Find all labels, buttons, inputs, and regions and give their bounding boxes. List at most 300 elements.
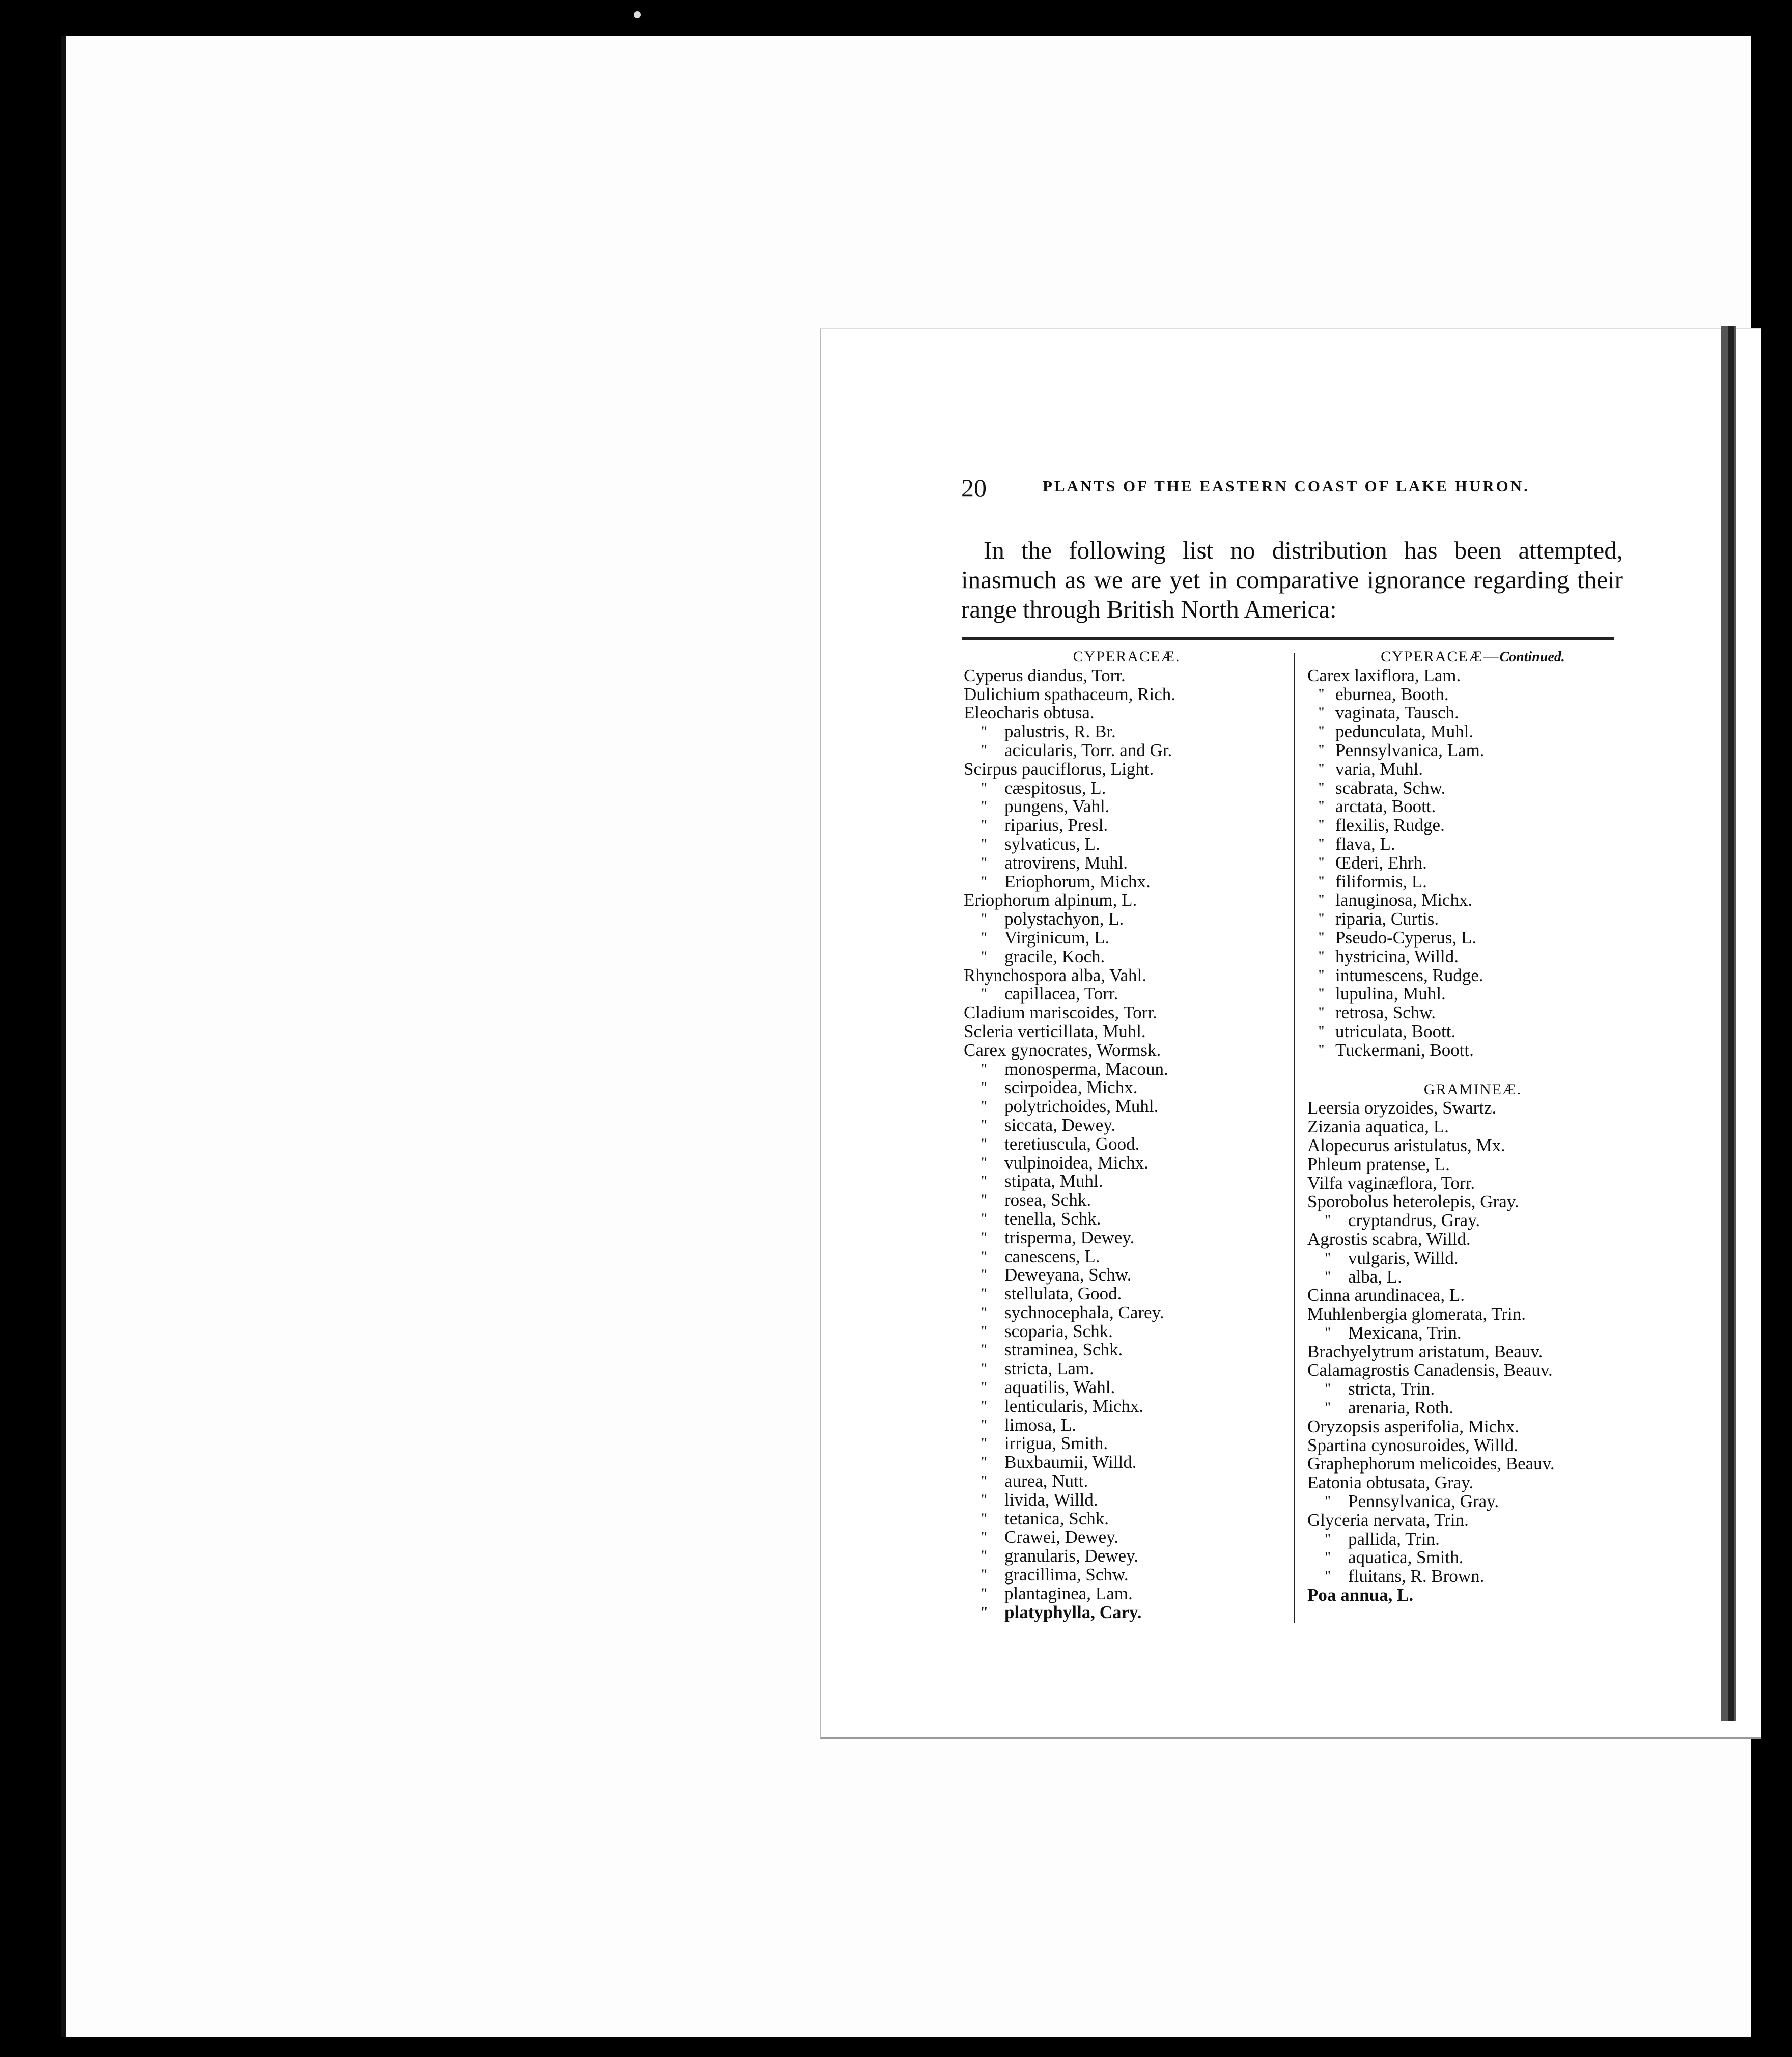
list-item bbox=[964, 1322, 1290, 1341]
list-item bbox=[1307, 741, 1638, 760]
spacer bbox=[1040, 685, 1045, 704]
species-and-authority: pungens, Vahl. bbox=[1004, 796, 1110, 817]
genus-name: Sporobolus bbox=[1307, 1191, 1389, 1212]
species-and-authority: lanuginosa, Michx. bbox=[1335, 890, 1473, 910]
species-and-authority: straminea, Schk. bbox=[1004, 1340, 1123, 1360]
list-item bbox=[1307, 1041, 1638, 1060]
ditto-mark: " bbox=[981, 1285, 988, 1302]
list-item bbox=[1307, 1511, 1638, 1530]
species-and-authority: nervata, Trin. bbox=[1373, 1510, 1469, 1530]
list-item bbox=[964, 1004, 1290, 1022]
spacer bbox=[1017, 760, 1022, 779]
genus-name: Eriophorum bbox=[964, 890, 1050, 910]
species-and-authority: monosperma, Macoun. bbox=[1004, 1059, 1168, 1079]
spacer bbox=[1350, 666, 1355, 685]
ditto-mark: " bbox=[1318, 779, 1325, 796]
species-and-authority: Pennsylvanica, Lam. bbox=[1335, 740, 1485, 760]
ditto-mark: " bbox=[1318, 910, 1325, 928]
ditto-mark: " bbox=[981, 1341, 988, 1358]
genus-name: Leersia bbox=[1307, 1098, 1360, 1118]
species-and-authority: capillacea, Torr. bbox=[1004, 984, 1118, 1004]
list-item bbox=[1307, 797, 1638, 816]
ditto-mark: " bbox=[1324, 1568, 1331, 1585]
species-and-authority: utriculata, Boott. bbox=[1335, 1021, 1456, 1041]
species-list bbox=[1307, 666, 1638, 1060]
list-item bbox=[964, 854, 1290, 873]
species-and-authority: aristulatus, Mx. bbox=[1394, 1135, 1505, 1155]
ditto-mark: " bbox=[981, 1154, 988, 1171]
species-and-authority: alba, Vahl. bbox=[1071, 965, 1147, 985]
ditto-mark: " bbox=[981, 1454, 988, 1471]
ditto-mark: " bbox=[1324, 1493, 1331, 1510]
species-and-authority: asperifolia, Michx. bbox=[1384, 1416, 1520, 1436]
list-item bbox=[964, 1247, 1290, 1266]
species-and-authority: gracillima, Schw. bbox=[1004, 1565, 1129, 1585]
ditto-mark: " bbox=[981, 873, 988, 890]
species-and-authority: pallida, Trin. bbox=[1348, 1528, 1440, 1549]
species-and-authority: Eriophorum, Michx. bbox=[1004, 871, 1151, 892]
list-item bbox=[964, 1510, 1290, 1528]
list-item bbox=[964, 1397, 1290, 1416]
ditto-mark: " bbox=[981, 1079, 988, 1096]
species-and-authority: stricta, Trin. bbox=[1348, 1379, 1435, 1399]
species-and-authority: eburnea, Booth. bbox=[1335, 684, 1449, 704]
species-and-authority: vulpinoidea, Michx. bbox=[1004, 1152, 1149, 1173]
list-item bbox=[964, 1060, 1290, 1079]
ditto-mark: " bbox=[981, 835, 988, 852]
list-item bbox=[964, 873, 1290, 892]
list-item bbox=[964, 1453, 1290, 1472]
list-item bbox=[1307, 1567, 1638, 1586]
list-item bbox=[1307, 760, 1638, 779]
ditto-mark: " bbox=[981, 1247, 988, 1265]
list-item bbox=[964, 1154, 1290, 1173]
list-item bbox=[964, 1266, 1290, 1285]
ditto-mark: " bbox=[1324, 1549, 1331, 1566]
list-item bbox=[964, 985, 1290, 1004]
ditto-mark: " bbox=[981, 1547, 988, 1565]
genus-name: Poa bbox=[1307, 1585, 1336, 1605]
film-speck bbox=[634, 11, 641, 18]
ditto-mark: " bbox=[1318, 835, 1325, 852]
species-and-authority: sychnocephala, Carey. bbox=[1004, 1302, 1164, 1322]
ditto-mark: " bbox=[981, 1397, 988, 1414]
species-and-authority: atrovirens, Muhl. bbox=[1004, 852, 1128, 873]
species-and-authority: arenaria, Roth. bbox=[1348, 1398, 1453, 1418]
ditto-mark: " bbox=[1324, 1380, 1331, 1398]
book-page bbox=[820, 328, 1761, 1739]
genus-name: Oryzopsis bbox=[1307, 1416, 1380, 1436]
ditto-mark: " bbox=[981, 1210, 988, 1227]
list-item bbox=[1307, 1211, 1638, 1230]
list-item bbox=[964, 797, 1290, 816]
genus-name: Scirpus bbox=[964, 759, 1017, 779]
species-and-authority: Buxbaumii, Willd. bbox=[1004, 1452, 1137, 1472]
ditto-mark: " bbox=[981, 1585, 988, 1602]
page-number: 20 bbox=[961, 474, 987, 502]
spacer bbox=[1389, 1136, 1394, 1155]
ditto-mark: " bbox=[981, 1379, 988, 1396]
spacer bbox=[1409, 1361, 1414, 1380]
spacer bbox=[1013, 1022, 1018, 1041]
spacer bbox=[1407, 1305, 1412, 1324]
list-item bbox=[964, 1585, 1290, 1603]
list-item bbox=[964, 1172, 1290, 1191]
column-divider bbox=[1294, 653, 1295, 1623]
list-item bbox=[1307, 779, 1638, 798]
genus-name: Muhlenbergia bbox=[1307, 1304, 1407, 1324]
list-item bbox=[1307, 910, 1638, 929]
ditto-mark: " bbox=[1318, 704, 1325, 721]
ditto-mark: " bbox=[981, 1416, 988, 1433]
species-and-authority: teretiuscula, Good. bbox=[1004, 1133, 1140, 1154]
species-and-authority: Canadensis, Beauv. bbox=[1414, 1360, 1553, 1380]
species-and-authority: verticillata, Muhl. bbox=[1017, 1021, 1146, 1041]
ditto-mark: " bbox=[1318, 966, 1325, 984]
species-and-authority: intumescens, Rudge. bbox=[1335, 965, 1483, 985]
species-and-authority: Œderi, Ehrh. bbox=[1335, 852, 1427, 873]
list-item bbox=[1307, 666, 1638, 685]
list-item bbox=[1307, 722, 1638, 741]
list-item bbox=[964, 1434, 1290, 1453]
species-and-authority: mariscoides, Torr. bbox=[1029, 1003, 1157, 1023]
species-and-authority: spathaceum, Rich. bbox=[1044, 684, 1176, 704]
ditto-mark: " bbox=[1318, 873, 1325, 890]
list-item bbox=[964, 1097, 1290, 1116]
species-and-authority: filiformis, L. bbox=[1335, 871, 1427, 892]
species-and-authority: obtusa. bbox=[1043, 703, 1095, 723]
list-item bbox=[1307, 816, 1638, 835]
list-item bbox=[964, 891, 1290, 910]
ditto-mark: " bbox=[1318, 948, 1325, 965]
spacer bbox=[1023, 666, 1028, 685]
species-and-authority: pedunculata, Muhl. bbox=[1335, 721, 1474, 742]
ditto-mark: " bbox=[1318, 760, 1325, 777]
left-column bbox=[964, 648, 1290, 1622]
species-and-authority: oryzoides, Swartz. bbox=[1364, 1098, 1497, 1118]
list-item bbox=[964, 929, 1290, 948]
list-item bbox=[964, 1229, 1290, 1247]
list-item bbox=[964, 1210, 1290, 1229]
species-and-authority: rosea, Schk. bbox=[1004, 1190, 1091, 1210]
species-and-authority: palustris, R. Br. bbox=[1004, 721, 1116, 742]
species-and-authority: aristatum, Beauv. bbox=[1418, 1341, 1543, 1361]
section-heading-cyperaceae: CYPERACEÆ. bbox=[1073, 648, 1181, 665]
species-and-authority: Tuckermani, Boott. bbox=[1335, 1040, 1474, 1060]
species-and-authority: cynosuroides, Willd. bbox=[1371, 1435, 1519, 1455]
species-and-authority: aurea, Nutt. bbox=[1004, 1471, 1088, 1491]
list-item bbox=[964, 1378, 1290, 1397]
species-and-authority: vulgaris, Willd. bbox=[1348, 1247, 1459, 1268]
right-column bbox=[1307, 648, 1638, 1605]
spacer bbox=[1336, 1586, 1340, 1605]
species-and-authority: glomerata, Trin. bbox=[1411, 1304, 1526, 1324]
list-item bbox=[964, 685, 1290, 704]
list-item bbox=[964, 1041, 1290, 1060]
ditto-mark: " bbox=[981, 1322, 988, 1340]
section-gap bbox=[1307, 1060, 1638, 1080]
ditto-mark: " bbox=[1318, 741, 1325, 759]
ditto-mark: " bbox=[981, 1135, 988, 1152]
list-item bbox=[964, 1341, 1290, 1359]
ditto-mark: " bbox=[1318, 1041, 1325, 1059]
list-item bbox=[1307, 1192, 1638, 1211]
species-and-authority: sylvaticus, L. bbox=[1004, 833, 1100, 854]
spacer bbox=[1362, 1155, 1366, 1174]
ditto-mark: " bbox=[981, 1116, 988, 1133]
list-item bbox=[964, 1472, 1290, 1491]
ditto-mark: " bbox=[1318, 817, 1325, 834]
list-item bbox=[1307, 1155, 1638, 1174]
spacer bbox=[1362, 1474, 1366, 1492]
species-and-authority: irrigua, Smith. bbox=[1004, 1433, 1108, 1454]
ditto-mark: " bbox=[1324, 1399, 1331, 1416]
ditto-mark: " bbox=[981, 1435, 988, 1452]
species-and-authority: retrosa, Schw. bbox=[1335, 1003, 1436, 1023]
spacer bbox=[1039, 704, 1044, 722]
spacer bbox=[1067, 966, 1071, 985]
list-item bbox=[964, 1491, 1290, 1510]
list-item bbox=[1307, 1022, 1638, 1041]
spacer bbox=[1050, 891, 1054, 910]
list-item bbox=[1307, 1118, 1638, 1136]
species-and-authority: livida, Willd. bbox=[1004, 1489, 1098, 1510]
genus-name: Dulichium bbox=[964, 684, 1040, 704]
species-and-authority: plantaginea, Lam. bbox=[1004, 1583, 1133, 1603]
ditto-mark: " bbox=[1324, 1530, 1331, 1547]
species-and-authority: gracile, Koch. bbox=[1004, 946, 1105, 966]
ditto-mark: " bbox=[981, 1173, 988, 1190]
list-item bbox=[1307, 704, 1638, 722]
list-item bbox=[964, 1191, 1290, 1210]
intro-paragraph: In the following list no distribution has been attempted, inasmuch as we are yet in comparative ignorance regarding their range through British North America: bbox=[961, 536, 1623, 623]
section-heading-cyperaceae-continued bbox=[1307, 648, 1638, 666]
ditto-mark: " bbox=[981, 1491, 988, 1508]
ditto-mark: " bbox=[981, 910, 988, 928]
genus-name: Cinna bbox=[1307, 1285, 1350, 1305]
species-and-authority: lenticularis, Michx. bbox=[1004, 1396, 1144, 1416]
list-item bbox=[1307, 1099, 1638, 1118]
list-item bbox=[1307, 1530, 1638, 1549]
list-item bbox=[1307, 1455, 1638, 1474]
genus-name: Rhynchospora bbox=[964, 965, 1067, 985]
ditto-mark: " bbox=[981, 1098, 988, 1115]
spacer bbox=[1361, 1118, 1365, 1136]
genus-name: Cyperus bbox=[964, 665, 1023, 685]
list-item bbox=[1307, 1004, 1638, 1022]
list-item bbox=[1307, 948, 1638, 966]
species-and-authority: diandus, Torr. bbox=[1027, 665, 1126, 685]
ditto-mark: " bbox=[981, 779, 988, 796]
list-item bbox=[964, 1135, 1290, 1154]
species-and-authority: polytrichoides, Muhl. bbox=[1004, 1096, 1159, 1117]
species-and-authority: tenella, Schk. bbox=[1004, 1208, 1101, 1229]
ditto-mark: " bbox=[981, 1528, 988, 1546]
genus-name: Carex bbox=[964, 1040, 1006, 1060]
list-item bbox=[964, 966, 1290, 985]
ditto-mark: " bbox=[981, 1229, 988, 1246]
list-item bbox=[1307, 1305, 1638, 1324]
list-item bbox=[964, 1022, 1290, 1041]
species-and-authority: cæspitosus, L. bbox=[1004, 777, 1106, 798]
species-and-authority: flexilis, Rudge. bbox=[1335, 815, 1445, 836]
ditto-mark: " bbox=[981, 854, 988, 871]
spacer bbox=[1414, 1343, 1419, 1361]
ditto-mark: " bbox=[981, 1472, 988, 1490]
species-and-authority: fluitans, R. Brown. bbox=[1348, 1566, 1485, 1587]
species-and-authority: scabra, Willd. bbox=[1372, 1229, 1471, 1249]
ditto-mark: " bbox=[981, 798, 988, 815]
species-and-authority: lupulina, Muhl. bbox=[1335, 984, 1446, 1004]
list-item bbox=[1307, 1380, 1638, 1399]
species-and-authority: stellulata, Good. bbox=[1004, 1284, 1122, 1304]
list-item bbox=[1307, 1136, 1638, 1155]
spacer bbox=[1350, 1286, 1355, 1305]
list-item bbox=[964, 779, 1290, 798]
list-item bbox=[1307, 1417, 1638, 1436]
section-heading-gramineae: GRAMINEÆ. bbox=[1423, 1080, 1522, 1098]
species-and-authority: Pennsylvanica, Gray. bbox=[1348, 1491, 1499, 1512]
species-and-authority: scabrata, Schw. bbox=[1335, 777, 1446, 798]
species-and-authority: Pseudo-Cyperus, L. bbox=[1335, 927, 1477, 948]
genus-name: Cladium bbox=[964, 1003, 1025, 1023]
genus-name: Agrostis bbox=[1307, 1229, 1368, 1249]
list-item bbox=[964, 666, 1290, 685]
list-item bbox=[1307, 1230, 1638, 1249]
species-and-authority: limosa, L. bbox=[1004, 1414, 1076, 1435]
species-and-authority: aquatica, Smith. bbox=[1348, 1547, 1464, 1568]
species-and-authority: gynocrates, Wormsk. bbox=[1011, 1040, 1161, 1060]
list-item bbox=[964, 1566, 1290, 1585]
ditto-mark: " bbox=[981, 948, 988, 965]
list-item bbox=[1307, 1548, 1638, 1567]
species-list bbox=[964, 666, 1290, 1622]
list-item bbox=[964, 948, 1290, 966]
page-spine-shadow bbox=[1728, 326, 1734, 1721]
species-and-authority: Crawei, Dewey. bbox=[1004, 1527, 1119, 1547]
species-and-authority: riparia, Curtis. bbox=[1335, 909, 1439, 929]
list-item bbox=[1307, 1268, 1638, 1287]
species-and-authority: arctata, Boott. bbox=[1335, 796, 1436, 817]
species-and-authority: arundinacea, L. bbox=[1354, 1285, 1465, 1305]
list-item bbox=[1307, 1586, 1638, 1605]
ditto-mark: " bbox=[981, 817, 988, 834]
horizontal-rule bbox=[962, 637, 1614, 640]
species-and-authority: granularis, Dewey. bbox=[1004, 1546, 1139, 1566]
spacer bbox=[1025, 1004, 1030, 1022]
ditto-mark: " bbox=[981, 1566, 988, 1583]
list-item bbox=[964, 704, 1290, 722]
species-and-authority: annua, L. bbox=[1340, 1585, 1414, 1605]
list-item bbox=[1307, 1492, 1638, 1511]
species-and-authority: obtusata, Gray. bbox=[1366, 1472, 1474, 1493]
list-item bbox=[1307, 1474, 1638, 1492]
genus-name: Glyceria bbox=[1307, 1510, 1369, 1530]
genus-name: Graphephorum bbox=[1307, 1454, 1415, 1474]
ditto-mark: " bbox=[981, 985, 988, 1003]
spacer bbox=[1360, 1099, 1364, 1118]
list-item bbox=[1307, 1399, 1638, 1417]
spacer bbox=[1343, 1174, 1348, 1193]
spacer bbox=[1388, 1192, 1393, 1211]
ditto-mark: " bbox=[981, 741, 988, 759]
list-item bbox=[964, 1603, 1290, 1622]
ditto-mark: " bbox=[981, 1360, 988, 1377]
heading-continued: Continued. bbox=[1499, 649, 1565, 665]
list-item bbox=[1307, 966, 1638, 985]
list-item bbox=[964, 1359, 1290, 1378]
species-and-authority: alba, L. bbox=[1348, 1266, 1402, 1287]
list-item bbox=[1307, 1286, 1638, 1305]
list-item bbox=[1307, 873, 1638, 892]
heading-text: CYPERACEÆ— bbox=[1381, 648, 1500, 665]
list-item bbox=[964, 1078, 1290, 1097]
ditto-mark: " bbox=[979, 1603, 989, 1621]
species-and-authority: varia, Muhl. bbox=[1335, 759, 1423, 779]
species-and-authority: stricta, Lam. bbox=[1004, 1358, 1094, 1379]
ditto-mark: " bbox=[1324, 1324, 1331, 1341]
genus-name: Phleum bbox=[1307, 1154, 1362, 1174]
ditto-mark: " bbox=[1318, 892, 1325, 909]
spacer bbox=[1006, 1041, 1011, 1060]
list-item bbox=[964, 816, 1290, 835]
genus-name: Carex bbox=[1307, 665, 1350, 685]
list-item bbox=[964, 835, 1290, 854]
ditto-mark: " bbox=[1324, 1268, 1331, 1285]
species-and-authority: heterolepis, Gray. bbox=[1393, 1191, 1519, 1212]
spacer bbox=[1380, 1417, 1384, 1436]
species-and-authority: alpinum, L. bbox=[1054, 890, 1137, 910]
list-item bbox=[964, 1303, 1290, 1322]
list-item bbox=[1307, 1436, 1638, 1455]
genus-name: Zizania bbox=[1307, 1117, 1361, 1137]
ditto-mark: " bbox=[981, 723, 988, 740]
species-and-authority: aquatilis, Wahl. bbox=[1004, 1377, 1115, 1398]
ditto-mark: " bbox=[1318, 1004, 1325, 1021]
list-item bbox=[1307, 891, 1638, 910]
page-header bbox=[961, 473, 1638, 504]
list-item bbox=[1307, 1361, 1638, 1380]
species-and-authority: Deweyana, Schw. bbox=[1004, 1265, 1132, 1285]
species-and-authority: scoparia, Schk. bbox=[1004, 1321, 1113, 1341]
spacer bbox=[1415, 1455, 1420, 1474]
list-item bbox=[1307, 685, 1638, 704]
list-item bbox=[1307, 1249, 1638, 1268]
ditto-mark: " bbox=[1318, 985, 1325, 1003]
species-and-authority: flava, L. bbox=[1335, 833, 1395, 854]
ditto-mark: " bbox=[981, 1510, 988, 1527]
species-and-authority: acicularis, Torr. and Gr. bbox=[1004, 740, 1172, 760]
species-list bbox=[1307, 1099, 1638, 1605]
species-and-authority: siccata, Dewey. bbox=[1004, 1115, 1116, 1135]
list-item bbox=[964, 760, 1290, 779]
genus-name: Scleria bbox=[964, 1021, 1014, 1041]
ditto-mark: " bbox=[981, 1191, 988, 1209]
species-and-authority: tetanica, Schk. bbox=[1004, 1508, 1109, 1528]
species-and-authority: hystricina, Willd. bbox=[1335, 946, 1459, 966]
species-and-authority: stipata, Muhl. bbox=[1004, 1171, 1103, 1191]
list-item bbox=[1307, 835, 1638, 854]
ditto-mark: " bbox=[1318, 798, 1325, 815]
species-and-authority: platyphylla, Cary. bbox=[1004, 1602, 1142, 1622]
list-item bbox=[964, 722, 1290, 741]
list-item bbox=[1307, 854, 1638, 873]
species-and-authority: Virginicum, L. bbox=[1004, 927, 1110, 948]
running-head: PLANTS OF THE EASTERN COAST OF LAKE HURON. bbox=[1043, 477, 1530, 495]
species-and-authority: Mexicana, Trin. bbox=[1348, 1322, 1462, 1343]
species-and-authority: laxiflora, Lam. bbox=[1354, 665, 1461, 685]
species-and-authority: scirpoidea, Michx. bbox=[1004, 1077, 1138, 1098]
